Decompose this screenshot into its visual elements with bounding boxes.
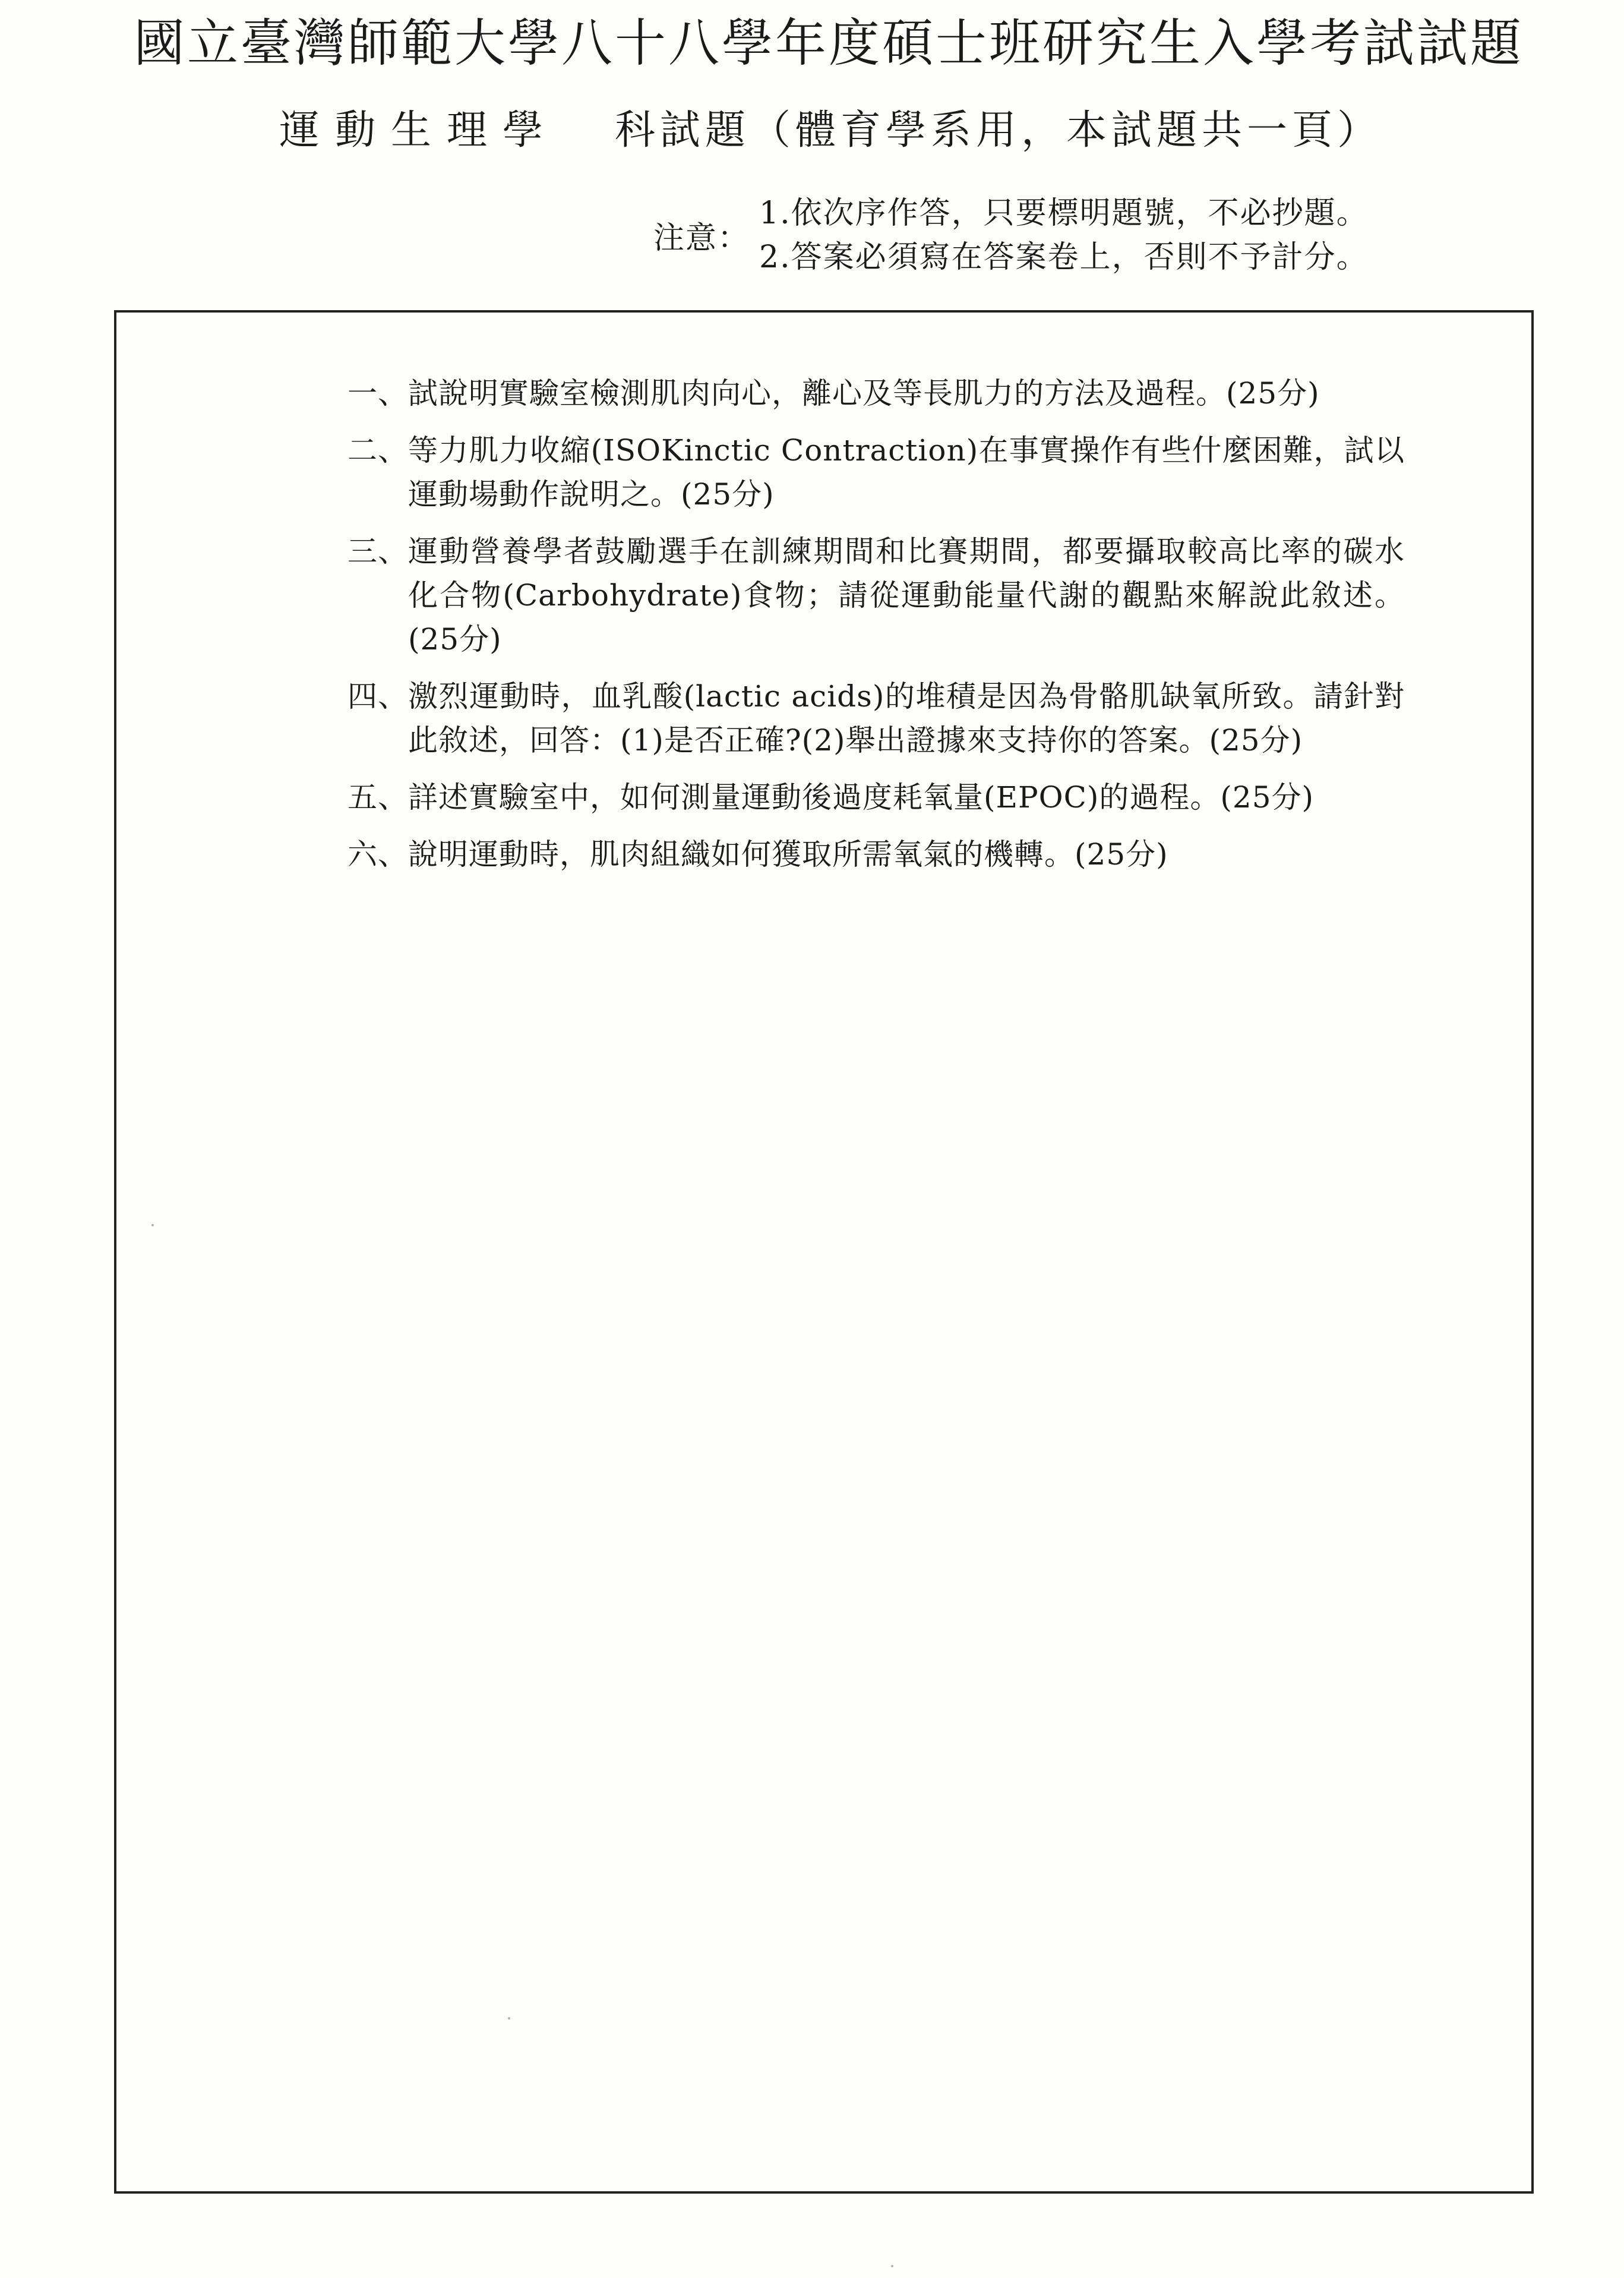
question-number: 四、 — [347, 679, 408, 714]
question-text: 等力肌力收縮(ISOKinctic Contraction)在事實操作有些什麼困難，試以運動場動作說明之。(25分) — [408, 433, 1405, 512]
question-text: 運動營養學者鼓勵選手在訓練期間和比賽期間，都要攝取較高比率的碳水化合物(Carbohydrate)食物；請從運動能量代謝的觀點來解說此敘述。(25分) — [408, 534, 1405, 657]
notice-item: 2.答案必須寫在答案卷上，否則不予計分。 — [759, 239, 1369, 275]
exam-subtitle — [279, 104, 1556, 157]
question-number: 五、 — [347, 780, 408, 815]
question-number: 二、 — [347, 433, 408, 468]
question-text: 說明運動時，肌肉組織如何獲取所需氧氣的機轉。(25分) — [408, 837, 1168, 872]
question-text: 詳述實驗室中，如何測量運動後過度耗氧量(EPOC)的過程。(25分) — [408, 780, 1315, 815]
notice-items — [759, 191, 1454, 279]
notice-block — [653, 191, 1443, 298]
subject-suffix: 科試題（體育學系用，本試題共一頁） — [615, 107, 1383, 154]
subject-name: 運動生理學 — [279, 107, 559, 154]
question-number: 一、 — [347, 376, 408, 411]
question-1 — [347, 371, 1405, 415]
question-text: 試說明實驗室檢測肌肉向心，離心及等長肌力的方法及過程。(25分) — [408, 376, 1320, 411]
scan-speck — [151, 1224, 154, 1226]
question-4 — [347, 674, 1405, 762]
scan-speck — [891, 2265, 893, 2267]
notice-item: 1.依次序作答，只要標明題號，不必抄題。 — [759, 195, 1369, 231]
scan-speck — [508, 2017, 510, 2020]
question-number: 六、 — [347, 837, 408, 872]
question-2 — [347, 428, 1405, 516]
question-number: 三、 — [347, 534, 408, 569]
question-5 — [347, 775, 1405, 819]
question-6 — [347, 832, 1405, 876]
notice-label: 注意： — [653, 220, 750, 256]
exam-title: 國立臺灣師範大學八十八學年度碩士班研究生入學考試試題 — [134, 14, 1524, 73]
question-text: 激烈運動時，血乳酸(lactic acids)的堆積是因為骨骼肌缺氧所致。請針對此敘述，回答：(1)是否正確?(2)舉出證據來支持你的答案。(25分) — [408, 679, 1405, 758]
question-list — [347, 371, 1405, 889]
question-3 — [347, 529, 1405, 661]
